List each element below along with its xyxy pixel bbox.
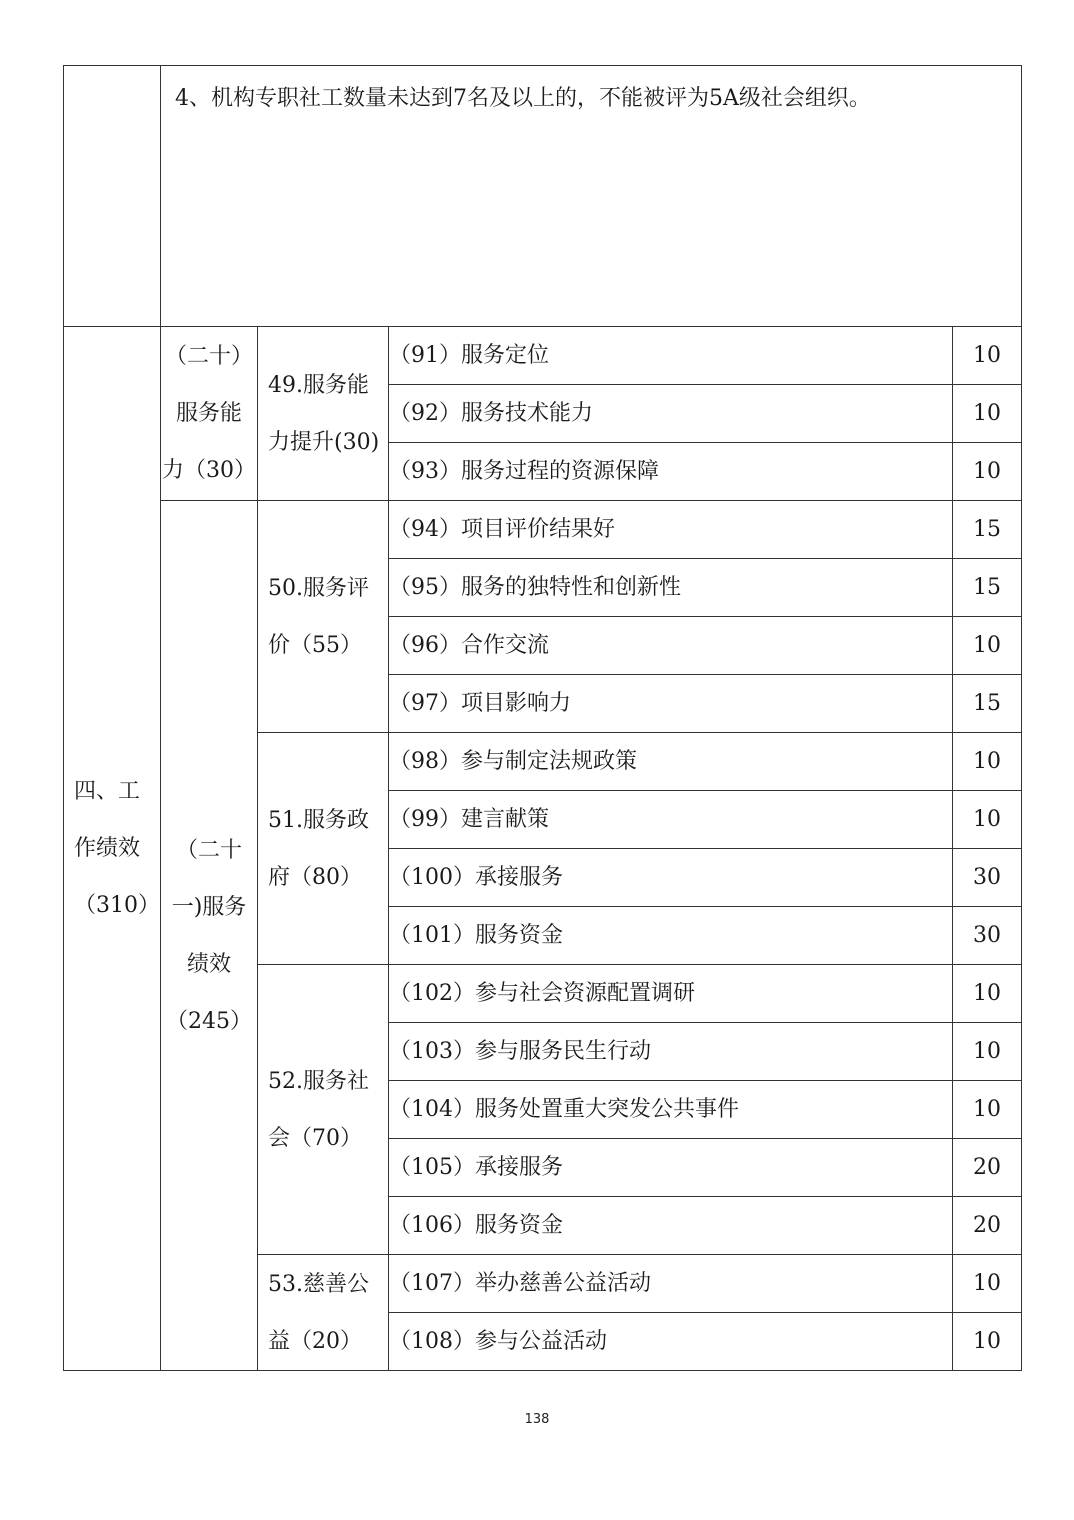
subgroup-cell <box>258 965 389 1255</box>
evaluation-table <box>63 65 1022 1371</box>
subgroup-label-line: 49.服务能 <box>268 372 369 398</box>
subgroup-label-line: 益（20） <box>268 1328 362 1354</box>
page-number: 138 <box>524 1412 550 1427</box>
subgroup-label-line: 51.服务政 <box>268 807 369 833</box>
item-label: （100）承接服务 <box>389 849 953 907</box>
item-score: 10 <box>953 443 1022 501</box>
item-score: 20 <box>953 1197 1022 1255</box>
item-label: （96）合作交流 <box>389 617 953 675</box>
item-label: （94）项目评价结果好 <box>389 501 953 559</box>
item-label: （103）参与服务民生行动 <box>389 1023 953 1081</box>
subgroup-label-line: 53.慈善公 <box>268 1271 369 1297</box>
item-label: （101）服务资金 <box>389 907 953 965</box>
item-label: （93）服务过程的资源保障 <box>389 443 953 501</box>
group-cell <box>161 501 258 1371</box>
subgroup-label-line: 力提升(30) <box>268 429 380 455</box>
item-score: 10 <box>953 1081 1022 1139</box>
item-score: 10 <box>953 1023 1022 1081</box>
group-label-line: 一)服务 <box>171 894 247 920</box>
group-label-line: 服务能 <box>175 401 242 426</box>
subgroup-cell <box>258 733 389 965</box>
note-row <box>64 66 1022 327</box>
item-score: 30 <box>953 849 1022 907</box>
subgroup-label-line: 50.服务评 <box>268 575 369 601</box>
group-label-line: 力（30） <box>162 458 256 483</box>
subgroup-label-line: 府（80） <box>268 864 362 890</box>
item-score: 30 <box>953 907 1022 965</box>
item-label: （108）参与公益活动 <box>389 1313 953 1371</box>
subgroup-cell <box>258 1255 389 1371</box>
item-score: 15 <box>953 501 1022 559</box>
group-label-line: （二十） <box>164 344 253 369</box>
note-text: 4、机构专职社工数量未达到7名及以上的，不能被评为5A级社会组织。 <box>161 66 1022 327</box>
item-score: 10 <box>953 791 1022 849</box>
subgroup-cell <box>258 327 389 501</box>
item-score: 10 <box>953 1255 1022 1313</box>
item-label: （102）参与社会资源配置调研 <box>389 965 953 1023</box>
item-label: （97）项目影响力 <box>389 675 953 733</box>
item-score: 15 <box>953 559 1022 617</box>
item-label: （92）服务技术能力 <box>389 385 953 443</box>
note-left-blank <box>64 66 161 327</box>
item-score: 15 <box>953 675 1022 733</box>
item-label: （95）服务的独特性和创新性 <box>389 559 953 617</box>
group-label-line: （二十 <box>175 837 242 863</box>
subgroup-label-line: 52.服务社 <box>268 1068 369 1094</box>
item-label: （91）服务定位 <box>389 327 953 385</box>
item-score: 10 <box>953 1313 1022 1371</box>
item-label: （104）服务处置重大突发公共事件 <box>389 1081 953 1139</box>
item-score: 20 <box>953 1139 1022 1197</box>
level1-cell <box>64 327 161 1371</box>
table-row <box>64 501 1022 559</box>
item-label: （98）参与制定法规政策 <box>389 733 953 791</box>
item-label: （106）服务资金 <box>389 1197 953 1255</box>
item-score: 10 <box>953 385 1022 443</box>
item-score: 10 <box>953 965 1022 1023</box>
item-score: 10 <box>953 617 1022 675</box>
level1-label: 四、工作绩效 <box>74 779 141 861</box>
subgroup-label-line: 会（70） <box>268 1125 362 1151</box>
table-row <box>64 327 1022 385</box>
group-label-line: 绩效 <box>186 951 231 977</box>
group-label-line: （245） <box>166 1008 252 1034</box>
subgroup-label-line: 价（55） <box>268 632 362 658</box>
item-label: （105）承接服务 <box>389 1139 953 1197</box>
item-label: （107）举办慈善公益活动 <box>389 1255 953 1313</box>
group-cell <box>161 327 258 501</box>
level1-score: （310） <box>74 893 160 918</box>
item-score: 10 <box>953 733 1022 791</box>
item-score: 10 <box>953 327 1022 385</box>
item-label: （99）建言献策 <box>389 791 953 849</box>
subgroup-cell <box>258 501 389 733</box>
